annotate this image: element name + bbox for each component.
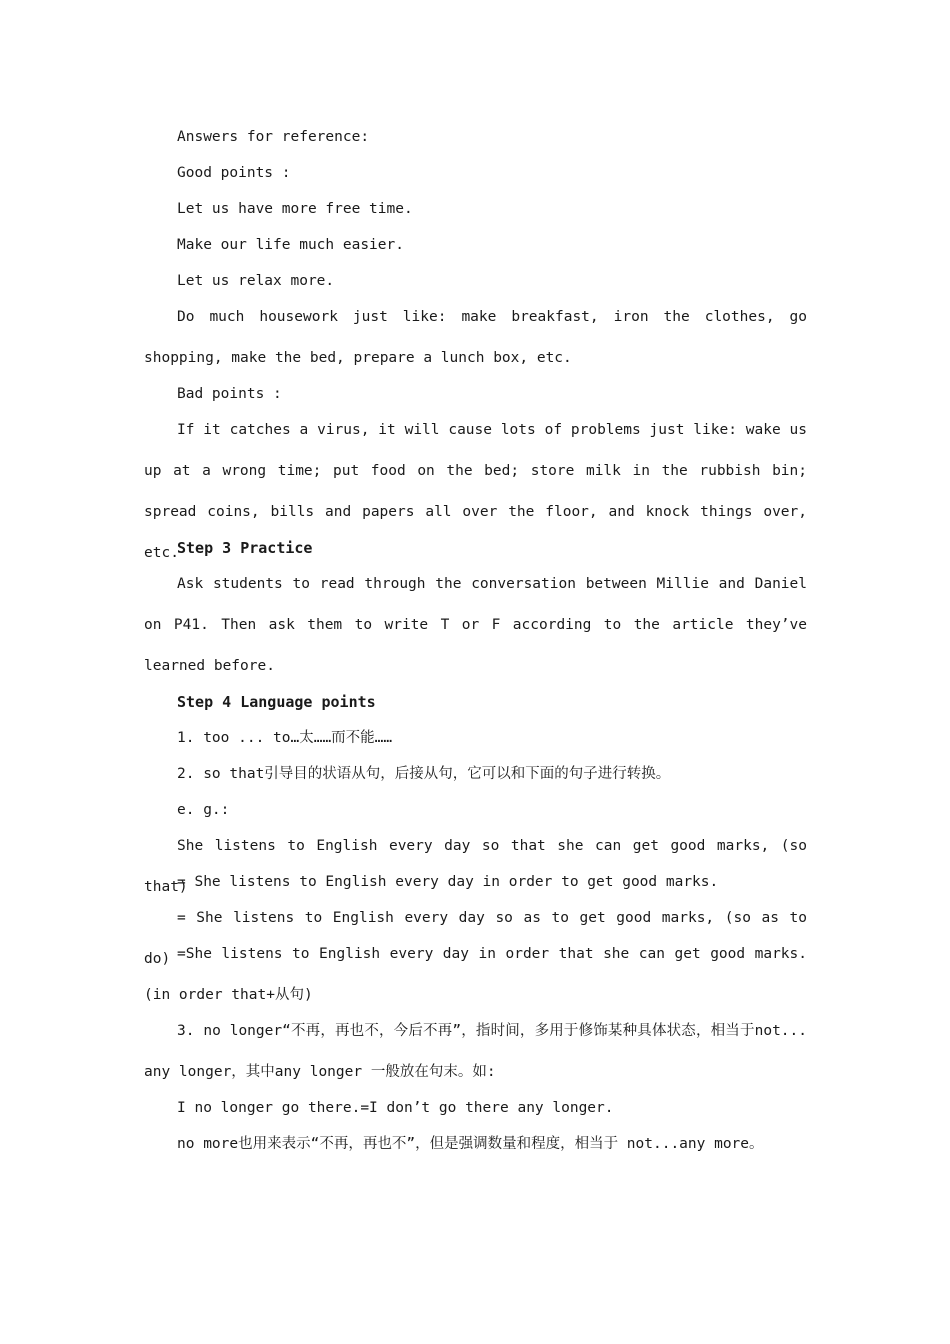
step-4-heading: Step 4 Language points xyxy=(177,693,376,711)
no-more-note: no more也用来表示“不再，再也不”，但是强调数量和程度，相当于 not...any more。 xyxy=(177,1136,764,1152)
example-2: = She listens to English every day in order to get good marks. xyxy=(177,874,719,890)
example-label: e. g.: xyxy=(177,802,230,818)
step-3-body: Ask students to read through the conversation between Millie and Daniel on P41. Then ask them to write T or F according to the article they’ve learned before. xyxy=(144,576,807,674)
good-point-3: Let us relax more. xyxy=(177,273,335,289)
point-1: 1. too ... to…太……而不能…… xyxy=(177,730,393,746)
good-point-4: Do much housework just like: make breakfast, iron the clothes, go shopping, make the bed, prepare a lunch box, etc. xyxy=(144,309,807,366)
good-points-label: Good points : xyxy=(177,165,291,181)
bad-points-label: Bad points : xyxy=(177,386,282,402)
step-3-heading: Step 3 Practice xyxy=(177,539,313,557)
bad-point-1: If it catches a virus, it will cause lots of problems just like: wake us up at a wrong time; put food on the bed; store milk in the rubbish bin; spread coins, bills and papers all over the floor, and knock things over, etc. xyxy=(144,422,807,561)
example-1: She listens to English every day so that she can get good marks, (so that) xyxy=(144,838,807,895)
example-4: =She listens to English every day in order that she can get good marks. (in order that+从句) xyxy=(144,946,807,1003)
example-3: = She listens to English every day so as to get good marks, (so as to do) xyxy=(144,910,807,967)
point-3-example: I no longer go there.=I don’t go there any longer. xyxy=(177,1100,614,1116)
good-point-1: Let us have more free time. xyxy=(177,201,413,217)
point-3: 3. no longer“不再，再也不，今后不再”，指时间，多用于修饰某种具体状态，相当于not... any longer，其中any longer 一般放在句末。如: xyxy=(144,1023,807,1080)
point-2: 2. so that引导目的状语从句，后接从句，它可以和下面的句子进行转换。 xyxy=(177,766,671,782)
answers-heading: Answers for reference: xyxy=(177,129,370,145)
good-point-2: Make our life much easier. xyxy=(177,237,404,253)
